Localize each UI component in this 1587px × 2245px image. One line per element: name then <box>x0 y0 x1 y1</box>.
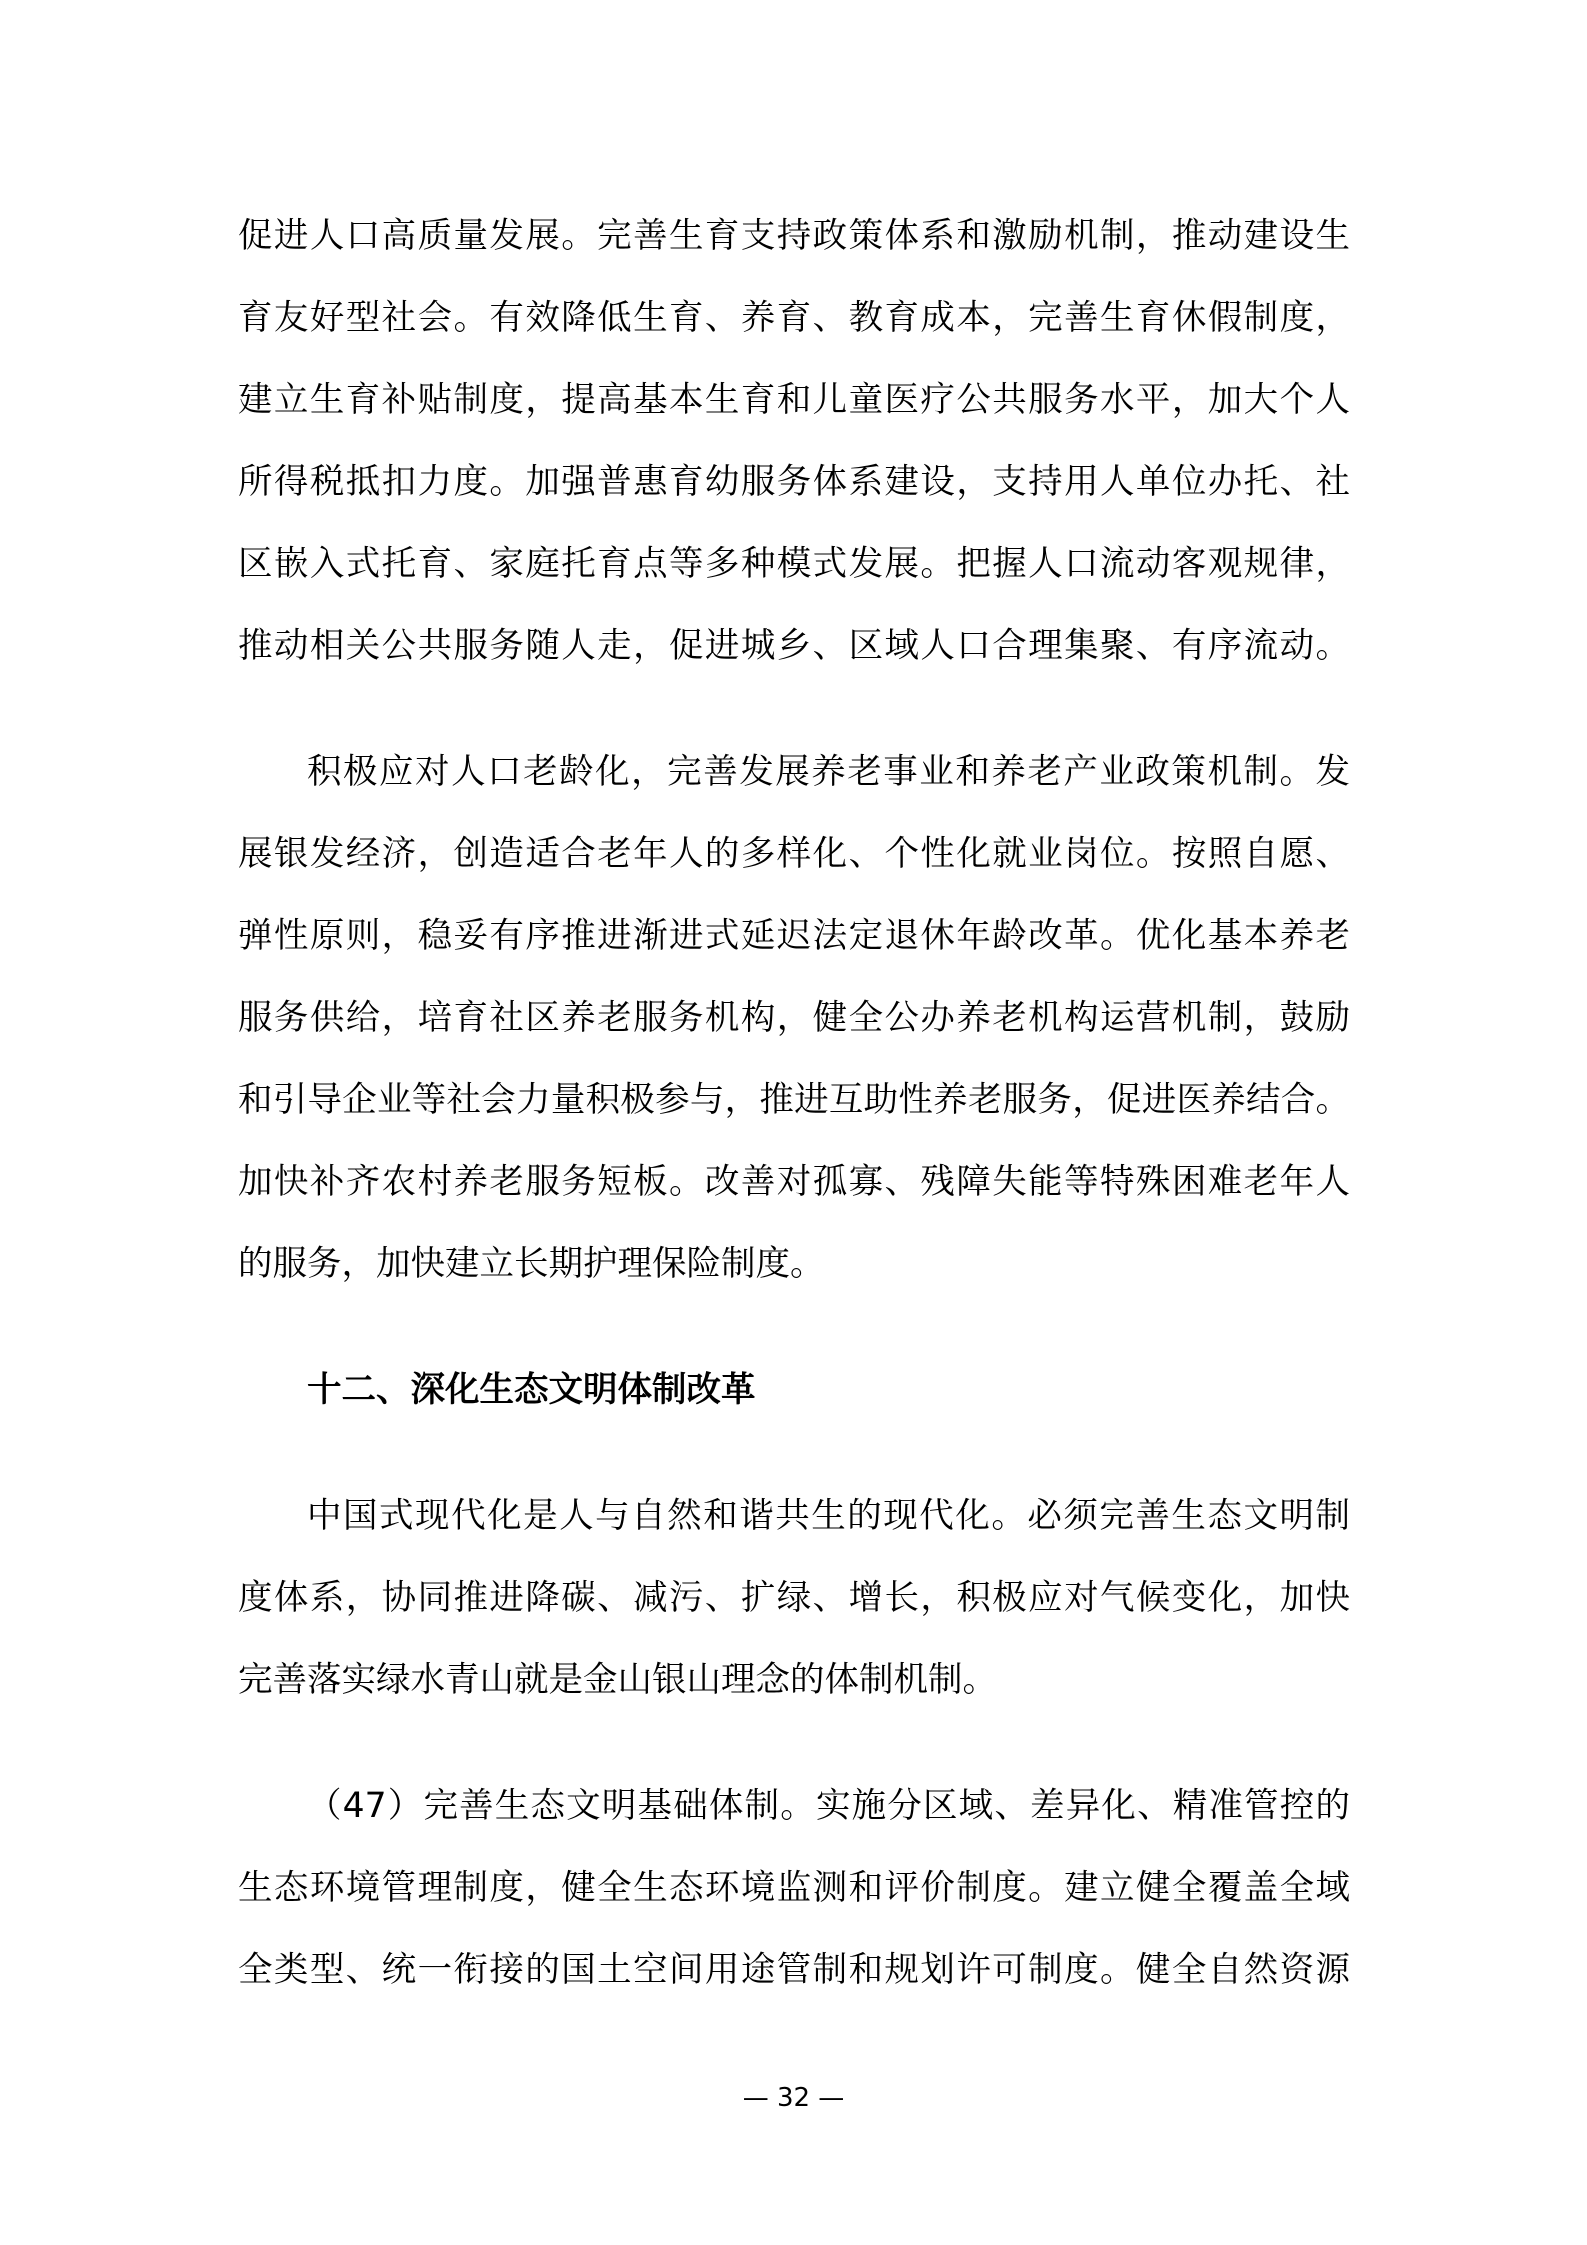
paragraph <box>238 1475 1350 1721</box>
text-line: 促进人口高质量发展。完善生育支持政策体系和激励机制，推动建设生 <box>238 216 1350 256</box>
text-line: 中国式现代化是人与自然和谐共生的现代化。必须完善生态文明制 <box>307 1496 1350 1536</box>
section-heading <box>238 1349 1350 1431</box>
text-line: 生态环境管理制度，健全生态环境监测和评价制度。建立健全覆盖全域 <box>238 1868 1350 1908</box>
text-line: 弹性原则，稳妥有序推进渐进式延迟法定退休年龄改革。优化基本养老 <box>238 916 1350 956</box>
paragraph <box>238 195 1350 687</box>
page-number: — 32 — <box>742 2083 845 2113</box>
text-line: 加快补齐农村养老服务短板。改善对孤寡、残障失能等特殊困难老年人 <box>238 1162 1350 1202</box>
text-line: 积极应对人口老龄化，完善发展养老事业和养老产业政策机制。发 <box>307 752 1350 792</box>
text-line: 展银发经济，创造适合老年人的多样化、个性化就业岗位。按照自愿、 <box>238 834 1350 874</box>
text-line: 的服务，加快建立长期护理保险制度。 <box>238 1244 825 1284</box>
section-heading-text: 十二、深化生态文明体制改革 <box>307 1370 756 1410</box>
text-line: 服务供给，培育社区养老服务机构，健全公办养老机构运营机制，鼓励 <box>238 998 1350 1038</box>
text-line: 完善落实绿水青山就是金山银山理念的体制机制。 <box>238 1660 997 1700</box>
text-line: 区嵌入式托育、家庭托育点等多种模式发展。把握人口流动客观规律， <box>238 544 1350 584</box>
document-body <box>238 195 1350 2011</box>
text-line: （47）完善生态文明基础体制。实施分区域、差异化、精准管控的 <box>307 1786 1350 1826</box>
text-line: 所得税抵扣力度。加强普惠育幼服务体系建设，支持用人单位办托、社 <box>238 462 1350 502</box>
text-line: 度体系，协同推进降碳、减污、扩绿、增长，积极应对气候变化，加快 <box>238 1578 1350 1618</box>
paragraph <box>238 1765 1350 2011</box>
text-line: 和引导企业等社会力量积极参与，推进互助性养老服务，促进医养结合。 <box>238 1080 1350 1120</box>
text-line: 全类型、统一衔接的国土空间用途管制和规划许可制度。健全自然资源 <box>238 1950 1350 1990</box>
text-line: 建立生育补贴制度，提高基本生育和儿童医疗公共服务水平，加大个人 <box>238 380 1350 420</box>
paragraph <box>238 731 1350 1305</box>
text-line: 推动相关公共服务随人走，促进城乡、区域人口合理集聚、有序流动。 <box>238 626 1350 666</box>
page-footer <box>0 2078 1587 2118</box>
text-line: 育友好型社会。有效降低生育、养育、教育成本，完善生育休假制度， <box>238 298 1350 338</box>
